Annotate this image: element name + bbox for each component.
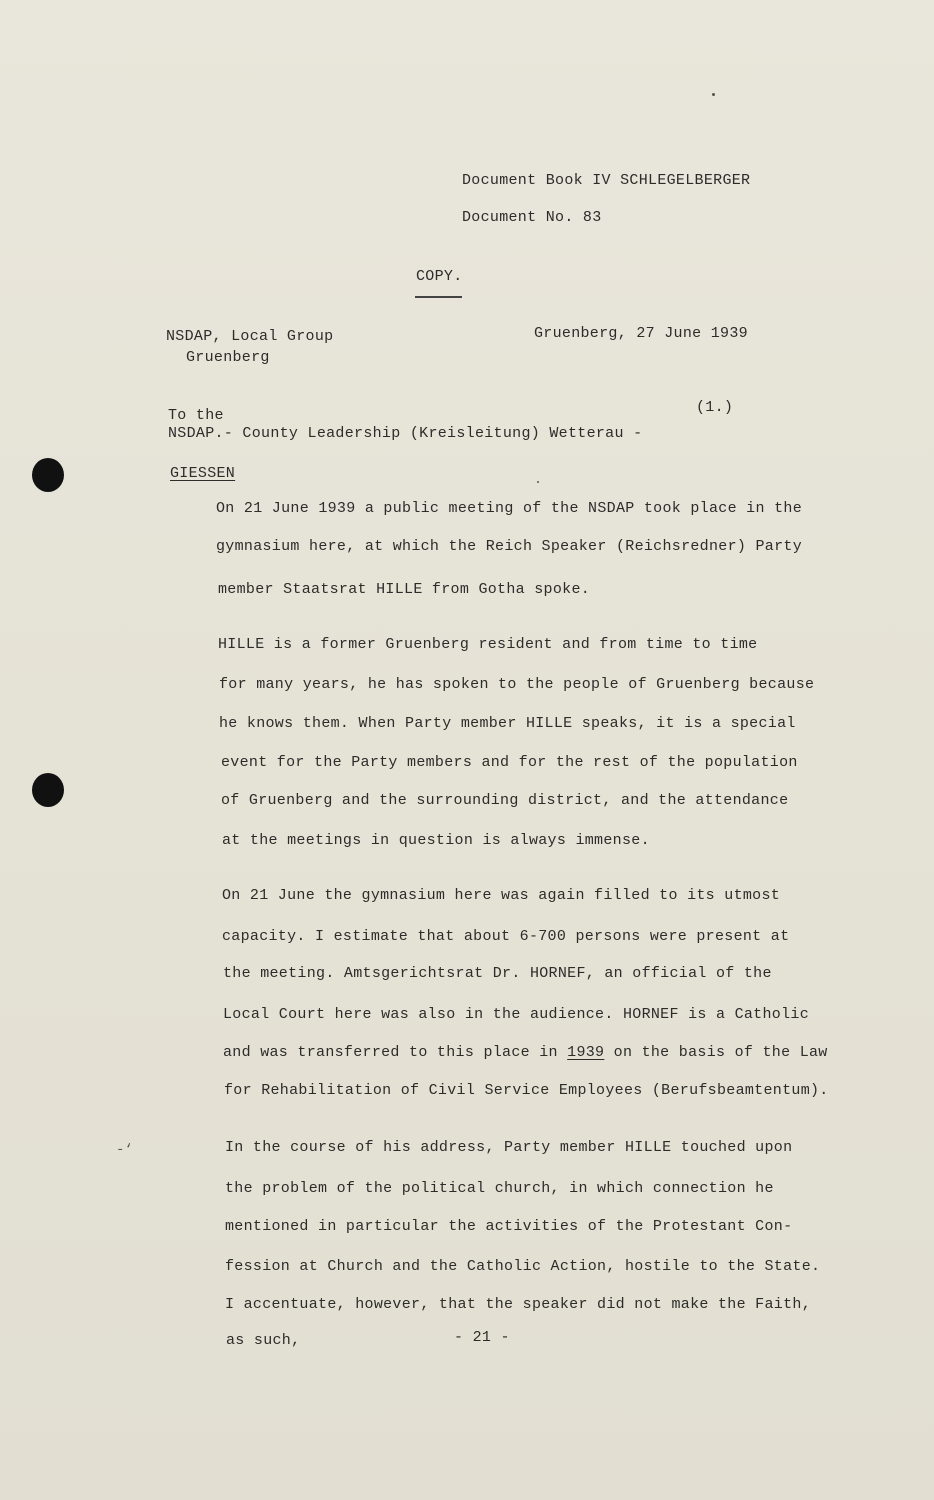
document-number: Document No. 83 <box>462 209 602 226</box>
body-line <box>223 1044 828 1062</box>
body-line: I accentuate, however, that the speaker did not make the Faith, <box>225 1296 811 1313</box>
body-line: gymnasium here, at which the Reich Speaker (Reichsredner) Party <box>216 538 802 555</box>
margin-mark: -‘ <box>116 1142 133 1158</box>
recipient-line-1: To the <box>168 407 224 424</box>
body-line: at the meetings in question is always immense. <box>222 832 650 849</box>
page-number: - 21 - <box>454 1329 510 1346</box>
copy-heading: COPY. <box>416 268 463 285</box>
recipient-city: GIESSEN <box>170 465 236 482</box>
body-line: member Staatsrat HILLE from Gotha spoke. <box>218 581 591 598</box>
body-line: HILLE is a former Gruenberg resident and from time to time <box>218 636 758 653</box>
punch-hole-top <box>32 458 64 492</box>
speck <box>537 481 539 483</box>
body-line: for many years, he has spoken to the people of Gruenberg because <box>219 676 815 693</box>
body-line: In the course of his address, Party member HILLE touched upon <box>225 1139 793 1156</box>
copy-underline <box>415 296 462 298</box>
body-line: On 21 June 1939 a public meeting of the NSDAP took place in the <box>216 500 802 517</box>
body-line: of Gruenberg and the surrounding district, and the attendance <box>221 792 789 809</box>
body-line: he knows them. When Party member HILLE speaks, it is a special <box>219 715 796 732</box>
body-text: and was transferred to this place in <box>223 1044 568 1061</box>
body-line: capacity. I estimate that about 6-700 persons were present at <box>222 928 790 945</box>
page-marker: (1.) <box>696 399 734 416</box>
body-line: the meeting. Amtsgerichtsrat Dr. HORNEF, an official of the <box>223 965 772 982</box>
body-line: event for the Party members and for the rest of the population <box>221 754 798 771</box>
body-line: as such, <box>226 1332 301 1349</box>
sender-line-1: NSDAP, Local Group <box>166 328 334 345</box>
recipient-line-2: NSDAP.- County Leadership (Kreisleitung) Wetterau - <box>168 425 643 442</box>
sender-line-2: Gruenberg <box>186 349 270 366</box>
document-book-label: Document Book IV SCHLEGELBERGER <box>462 172 751 189</box>
body-line: mentioned in particular the activities of the Protestant Con- <box>225 1218 793 1235</box>
underlined-year: 1939 <box>567 1044 605 1061</box>
body-text: on the basis of the Law <box>604 1044 828 1061</box>
punch-hole-bottom <box>32 773 64 807</box>
body-line: for Rehabilitation of Civil Service Employees (Berufsbeamtentum). <box>224 1082 829 1099</box>
letter-date: Gruenberg, 27 June 1939 <box>534 325 748 342</box>
speck <box>712 93 715 96</box>
body-line: the problem of the political church, in which connection he <box>225 1180 774 1197</box>
body-line: Local Court here was also in the audience. HORNEF is a Catholic <box>223 1006 809 1023</box>
body-line: fession at Church and the Catholic Action, hostile to the State. <box>225 1258 821 1275</box>
body-line: On 21 June the gymnasium here was again filled to its utmost <box>222 887 781 904</box>
